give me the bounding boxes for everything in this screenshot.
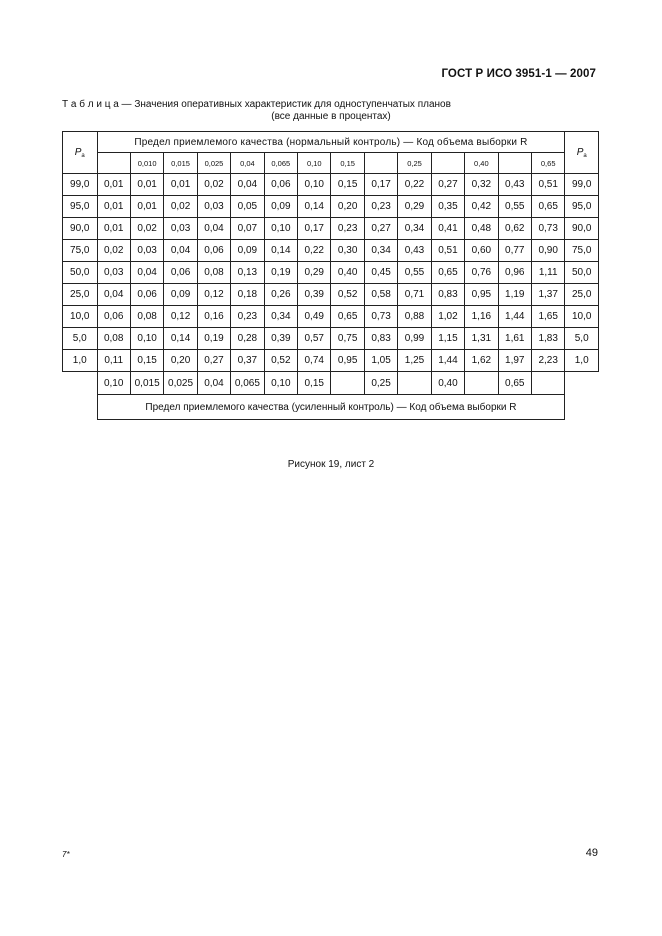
standard-code: ГОСТ Р ИСО 3951-1 — 2007 — [441, 68, 596, 80]
normal-aql-cell: 0,15 — [331, 153, 364, 174]
oc-value: 0,03 — [130, 240, 163, 262]
pa-value: 25,0 — [63, 284, 98, 306]
oc-value: 0,05 — [231, 196, 264, 218]
pa-value: 1,0 — [565, 350, 599, 372]
normal-aql-cell: 0,25 — [398, 153, 431, 174]
table-row — [63, 328, 599, 350]
oc-value: 1,44 — [431, 350, 464, 372]
oc-value: 0,34 — [364, 240, 397, 262]
oc-value: 0,39 — [264, 328, 297, 350]
tightened-aql-cell: 0,04 — [197, 372, 230, 395]
oc-value: 0,02 — [164, 196, 197, 218]
normal-aql-cell — [431, 153, 464, 174]
oc-value: 0,30 — [331, 240, 364, 262]
oc-value: 0,76 — [465, 262, 498, 284]
pa-value: 25,0 — [565, 284, 599, 306]
oc-value: 0,06 — [164, 262, 197, 284]
oc-value: 0,52 — [331, 284, 364, 306]
empty-corner — [565, 395, 599, 420]
oc-value: 0,18 — [231, 284, 264, 306]
oc-value: 0,11 — [97, 350, 130, 372]
oc-value: 0,52 — [264, 350, 297, 372]
pa-label: P — [576, 146, 584, 158]
pa-value: 75,0 — [565, 240, 599, 262]
oc-value: 0,57 — [298, 328, 331, 350]
pa-value: 95,0 — [565, 196, 599, 218]
pa-value: 1,0 — [63, 350, 98, 372]
pa-value: 95,0 — [63, 196, 98, 218]
oc-value: 0,23 — [231, 306, 264, 328]
oc-value: 0,58 — [364, 284, 397, 306]
oc-value: 0,37 — [231, 350, 264, 372]
page-number: 49 — [585, 847, 598, 859]
empty-corner — [63, 372, 98, 395]
oc-value: 0,96 — [498, 262, 531, 284]
oc-value: 0,04 — [164, 240, 197, 262]
oc-value: 0,22 — [298, 240, 331, 262]
oc-value: 0,88 — [398, 306, 431, 328]
oc-value: 0,08 — [130, 306, 163, 328]
oc-value: 0,14 — [298, 196, 331, 218]
normal-aql-cell: 0,10 — [298, 153, 331, 174]
tightened-aql-cell: 0,40 — [431, 372, 464, 395]
oc-value: 0,51 — [431, 240, 464, 262]
table-caption-note: (все данные в процентах) — [271, 111, 391, 122]
oc-value: 0,48 — [465, 218, 498, 240]
oc-value: 0,19 — [197, 328, 230, 350]
oc-value: 0,01 — [130, 174, 163, 196]
oc-value: 0,95 — [465, 284, 498, 306]
oc-value: 0,41 — [431, 218, 464, 240]
tightened-aql-cell: 0,065 — [231, 372, 264, 395]
oc-value: 0,40 — [331, 262, 364, 284]
oc-value: 1,31 — [465, 328, 498, 350]
normal-aql-cell: 0,65 — [531, 153, 564, 174]
oc-value: 0,27 — [364, 218, 397, 240]
normal-aql-cell: 0,015 — [164, 153, 197, 174]
tightened-aql-cell: 0,15 — [298, 372, 331, 395]
oc-value: 0,51 — [531, 174, 564, 196]
tightened-aql-cell — [398, 372, 431, 395]
oc-value: 0,01 — [97, 218, 130, 240]
normal-control-header: Предел приемлемого качества (нормальный контроль) — Код объема выборки R — [97, 132, 565, 153]
oc-value: 0,15 — [130, 350, 163, 372]
table-caption: Т а б л и ц а — Значения оперативных характеристик для одноступенчатых планов — [62, 99, 451, 110]
oc-value: 0,99 — [398, 328, 431, 350]
table-row — [63, 240, 599, 262]
oc-value: 0,09 — [164, 284, 197, 306]
tightened-aql-cell: 0,65 — [498, 372, 531, 395]
oc-value: 0,04 — [97, 284, 130, 306]
oc-value: 0,10 — [130, 328, 163, 350]
pa-value: 90,0 — [63, 218, 98, 240]
oc-value: 0,43 — [498, 174, 531, 196]
oc-value: 0,71 — [398, 284, 431, 306]
normal-aql-cell — [498, 153, 531, 174]
oc-value: 0,13 — [231, 262, 264, 284]
tightened-aql-cell — [465, 372, 498, 395]
oc-value: 1,61 — [498, 328, 531, 350]
oc-value: 0,65 — [331, 306, 364, 328]
oc-value: 1,83 — [531, 328, 564, 350]
oc-value: 0,34 — [264, 306, 297, 328]
oc-value: 0,29 — [298, 262, 331, 284]
oc-value: 0,03 — [97, 262, 130, 284]
tightened-aql-cell: 0,015 — [130, 372, 163, 395]
table-row — [63, 306, 599, 328]
normal-aql-cell: 0,40 — [465, 153, 498, 174]
oc-value: 0,04 — [231, 174, 264, 196]
pa-header — [63, 132, 98, 174]
oc-value: 0,08 — [197, 262, 230, 284]
table-row — [63, 262, 599, 284]
oc-value: 0,34 — [398, 218, 431, 240]
aql-header-row — [63, 153, 599, 174]
oc-value: 0,29 — [398, 196, 431, 218]
oc-value: 0,55 — [398, 262, 431, 284]
normal-aql-cell — [97, 153, 130, 174]
oc-value: 0,06 — [197, 240, 230, 262]
oc-value: 0,01 — [97, 174, 130, 196]
oc-value: 0,22 — [398, 174, 431, 196]
pa-value: 90,0 — [565, 218, 599, 240]
tightened-aql-cell — [531, 372, 564, 395]
oc-value: 0,08 — [97, 328, 130, 350]
oc-value: 0,45 — [364, 262, 397, 284]
oc-value: 0,06 — [264, 174, 297, 196]
oc-value: 1,44 — [498, 306, 531, 328]
pa-value: 50,0 — [565, 262, 599, 284]
pa-value: 99,0 — [63, 174, 98, 196]
pa-value: 50,0 — [63, 262, 98, 284]
oc-value: 1,19 — [498, 284, 531, 306]
oc-value: 0,75 — [331, 328, 364, 350]
oc-values-table — [62, 131, 599, 420]
table-row — [63, 284, 599, 306]
oc-value: 0,12 — [197, 284, 230, 306]
table-row — [63, 218, 599, 240]
oc-value: 0,15 — [331, 174, 364, 196]
oc-value: 0,49 — [298, 306, 331, 328]
oc-value: 0,10 — [264, 218, 297, 240]
pa-value: 75,0 — [63, 240, 98, 262]
oc-value: 1,02 — [431, 306, 464, 328]
oc-value: 0,73 — [531, 218, 564, 240]
oc-value: 0,04 — [197, 218, 230, 240]
pa-value: 10,0 — [565, 306, 599, 328]
empty-corner — [565, 372, 599, 395]
oc-value: 0,28 — [231, 328, 264, 350]
pa-header — [565, 132, 599, 174]
oc-value: 0,20 — [164, 350, 197, 372]
oc-value: 1,05 — [364, 350, 397, 372]
oc-value: 0,03 — [164, 218, 197, 240]
oc-value: 0,03 — [197, 196, 230, 218]
oc-value: 0,27 — [431, 174, 464, 196]
oc-value: 1,16 — [465, 306, 498, 328]
oc-value: 0,43 — [398, 240, 431, 262]
oc-value: 0,62 — [498, 218, 531, 240]
oc-value: 0,65 — [531, 196, 564, 218]
oc-value: 0,12 — [164, 306, 197, 328]
oc-value: 0,35 — [431, 196, 464, 218]
oc-value: 0,16 — [197, 306, 230, 328]
tightened-control-header: Предел приемлемого качества (усиленный контроль) — Код объема выборки R — [97, 395, 565, 420]
oc-value: 0,32 — [465, 174, 498, 196]
oc-value: 1,11 — [531, 262, 564, 284]
oc-value: 0,77 — [498, 240, 531, 262]
tightened-aql-cell: 0,025 — [164, 372, 197, 395]
oc-value: 0,17 — [298, 218, 331, 240]
pa-value: 10,0 — [63, 306, 98, 328]
oc-value: 0,14 — [164, 328, 197, 350]
oc-value: 1,25 — [398, 350, 431, 372]
oc-value: 0,02 — [197, 174, 230, 196]
oc-value: 0,02 — [97, 240, 130, 262]
tightened-aql-cell: 0,10 — [97, 372, 130, 395]
oc-value: 0,74 — [298, 350, 331, 372]
oc-value: 0,14 — [264, 240, 297, 262]
oc-value: 0,42 — [465, 196, 498, 218]
figure-caption: Рисунок 19, лист 2 — [287, 459, 375, 470]
oc-value: 0,01 — [164, 174, 197, 196]
oc-value: 0,26 — [264, 284, 297, 306]
oc-value: 1,37 — [531, 284, 564, 306]
oc-value: 0,27 — [197, 350, 230, 372]
tightened-aql-cell — [331, 372, 364, 395]
oc-value: 0,73 — [364, 306, 397, 328]
normal-aql-cell: 0,025 — [197, 153, 230, 174]
oc-value: 2,23 — [531, 350, 564, 372]
oc-value: 0,55 — [498, 196, 531, 218]
pa-label: P — [74, 146, 82, 158]
tightened-aql-cell: 0,10 — [264, 372, 297, 395]
table-row — [63, 174, 599, 196]
oc-value: 0,60 — [465, 240, 498, 262]
normal-aql-cell: 0,065 — [264, 153, 297, 174]
empty-corner — [63, 395, 98, 420]
normal-aql-cell: 0,04 — [231, 153, 264, 174]
oc-value: 1,65 — [531, 306, 564, 328]
pa-subscript: a — [583, 152, 587, 159]
pa-subscript: a — [81, 152, 85, 159]
oc-value: 0,23 — [364, 196, 397, 218]
table-row — [63, 350, 599, 372]
oc-value: 0,83 — [364, 328, 397, 350]
sheet-mark: 7* — [62, 850, 70, 859]
oc-value: 0,95 — [331, 350, 364, 372]
oc-value: 0,90 — [531, 240, 564, 262]
header-row — [63, 132, 599, 153]
oc-value: 0,02 — [130, 218, 163, 240]
oc-value: 1,15 — [431, 328, 464, 350]
normal-aql-cell: 0,010 — [130, 153, 163, 174]
pa-value: 5,0 — [565, 328, 599, 350]
oc-value: 0,09 — [264, 196, 297, 218]
tightened-header-row — [63, 395, 599, 420]
oc-value: 0,19 — [264, 262, 297, 284]
oc-value: 0,65 — [431, 262, 464, 284]
oc-value: 0,83 — [431, 284, 464, 306]
oc-value: 0,20 — [331, 196, 364, 218]
oc-value: 0,06 — [130, 284, 163, 306]
table-row — [63, 196, 599, 218]
oc-value: 0,09 — [231, 240, 264, 262]
pa-value: 99,0 — [565, 174, 599, 196]
oc-value: 0,06 — [97, 306, 130, 328]
oc-value: 0,23 — [331, 218, 364, 240]
oc-value: 1,62 — [465, 350, 498, 372]
pa-value: 5,0 — [63, 328, 98, 350]
oc-value: 0,01 — [97, 196, 130, 218]
tightened-aql-row — [63, 372, 599, 395]
oc-value: 0,07 — [231, 218, 264, 240]
oc-value: 0,17 — [364, 174, 397, 196]
oc-value: 0,10 — [298, 174, 331, 196]
normal-aql-cell — [364, 153, 397, 174]
oc-value: 0,39 — [298, 284, 331, 306]
tightened-aql-cell: 0,25 — [364, 372, 397, 395]
oc-value: 0,01 — [130, 196, 163, 218]
oc-value: 0,04 — [130, 262, 163, 284]
oc-value: 1,97 — [498, 350, 531, 372]
